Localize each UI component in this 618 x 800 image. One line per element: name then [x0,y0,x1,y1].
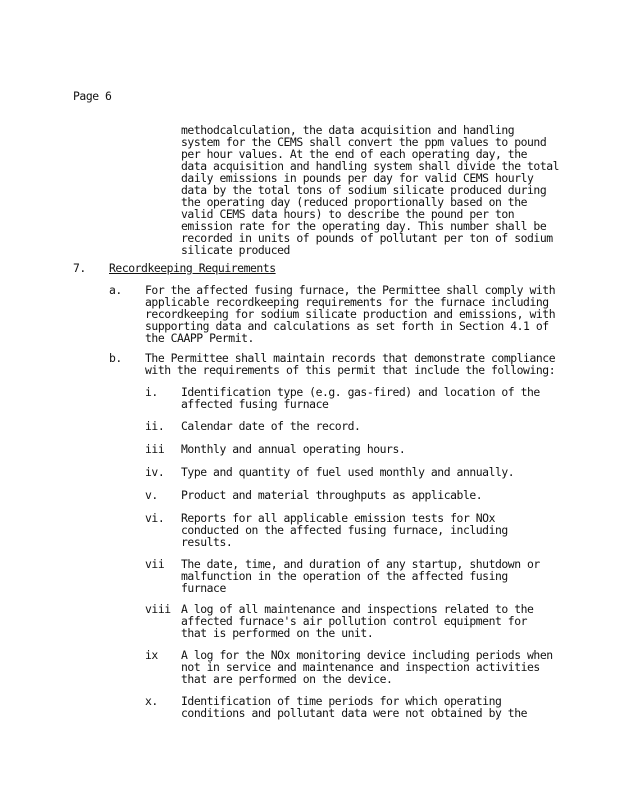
subitem-line: Monthly and annual operating hours. [181,442,406,456]
subitem-line: Calendar date of the record. [181,419,361,433]
continuation-line: methodcalculation, the data acquisition and handling [181,123,515,137]
subitem-marker: vi. [145,511,165,525]
section-title: Recordkeeping Requirements [109,261,276,275]
subitem-line: Product and material throughputs as applicable. [181,488,483,502]
item-a-line: the CAAPP Permit. [145,331,254,345]
subitem-line: The date, time, and duration of any startup, shutdown or [181,557,540,571]
continuation-line: silicate produced [181,243,290,257]
subitem-marker: viii [145,602,171,616]
subitem-line: that are performed on the device. [181,672,393,686]
subitem-line: that is performed on the unit. [181,626,374,640]
subitem-line: furnace [181,581,226,595]
section-number: 7. [73,261,86,275]
subitem-marker: iv. [145,465,165,479]
subitem-line: results. [181,535,233,549]
subitem-line: Reports for all applicable emission tests for NOx [181,511,495,525]
continuation-line: valid CEMS data hours) to describe the pound per ton [181,207,515,221]
continuation-line: daily emissions in pounds per day for valid CEMS hourly [181,171,534,185]
item-b-marker: b. [109,351,122,365]
continuation-line: data acquisition and handling system shall divide the total [181,159,560,173]
item-a-line: applicable recordkeeping requirements for the furnace including [145,295,549,309]
subitem-line: conditions and pollutant data were not obtained by the [181,706,528,720]
subitem-line: malfunction in the operation of the affected fusing [181,569,508,583]
item-b-line: The Permittee shall maintain records that demonstrate compliance [145,351,556,365]
subitem-line: affected fusing furnace [181,397,329,411]
subitem-line: Type and quantity of fuel used monthly and annually. [181,465,515,479]
continuation-line: per hour values. At the end of each operating day, the [181,147,528,161]
subitem-marker: iii [145,442,165,456]
continuation-line: recorded in units of pounds of pollutant per ton of sodium [181,231,553,245]
item-a-line: supporting data and calculations as set forth in Section 4.1 of [145,319,549,333]
subitem-line: conducted on the affected fusing furnace, including [181,523,508,537]
subitem-line: A log for the NOx monitoring device including periods when [181,648,553,662]
subitem-marker: x. [145,694,158,708]
continuation-line: emission rate for the operating day. This number shall be [181,219,547,233]
subitem-line: Identification type (e.g. gas-fired) and location of the [181,385,540,399]
item-a-line: For the affected fusing furnace, the Permittee shall comply with [145,283,556,297]
subitem-line: A log of all maintenance and inspections related to the [181,602,534,616]
item-a-line: recordkeeping for sodium silicate production and emissions, with [145,307,556,321]
subitem-marker: ii. [145,419,165,433]
continuation-line: system for the CEMS shall convert the ppm values to pound [181,135,547,149]
page-number: Page 6 [73,89,112,103]
subitem-line: not in service and maintenance and inspection activities [181,660,540,674]
continuation-line: the operating day (reduced proportionally based on the [181,195,528,209]
subitem-marker: ix [145,648,158,662]
continuation-line: data by the total tons of sodium silicate produced during [181,183,547,197]
subitem-marker: vii [145,557,165,571]
item-b-line: with the requirements of this permit that include the following: [145,363,556,377]
subitem-marker: v. [145,488,158,502]
subitem-marker: i. [145,385,158,399]
item-a-marker: a. [109,283,122,297]
subitem-line: Identification of time periods for which operating [181,694,502,708]
subitem-line: affected furnace's air pollution control equipment for [181,614,528,628]
